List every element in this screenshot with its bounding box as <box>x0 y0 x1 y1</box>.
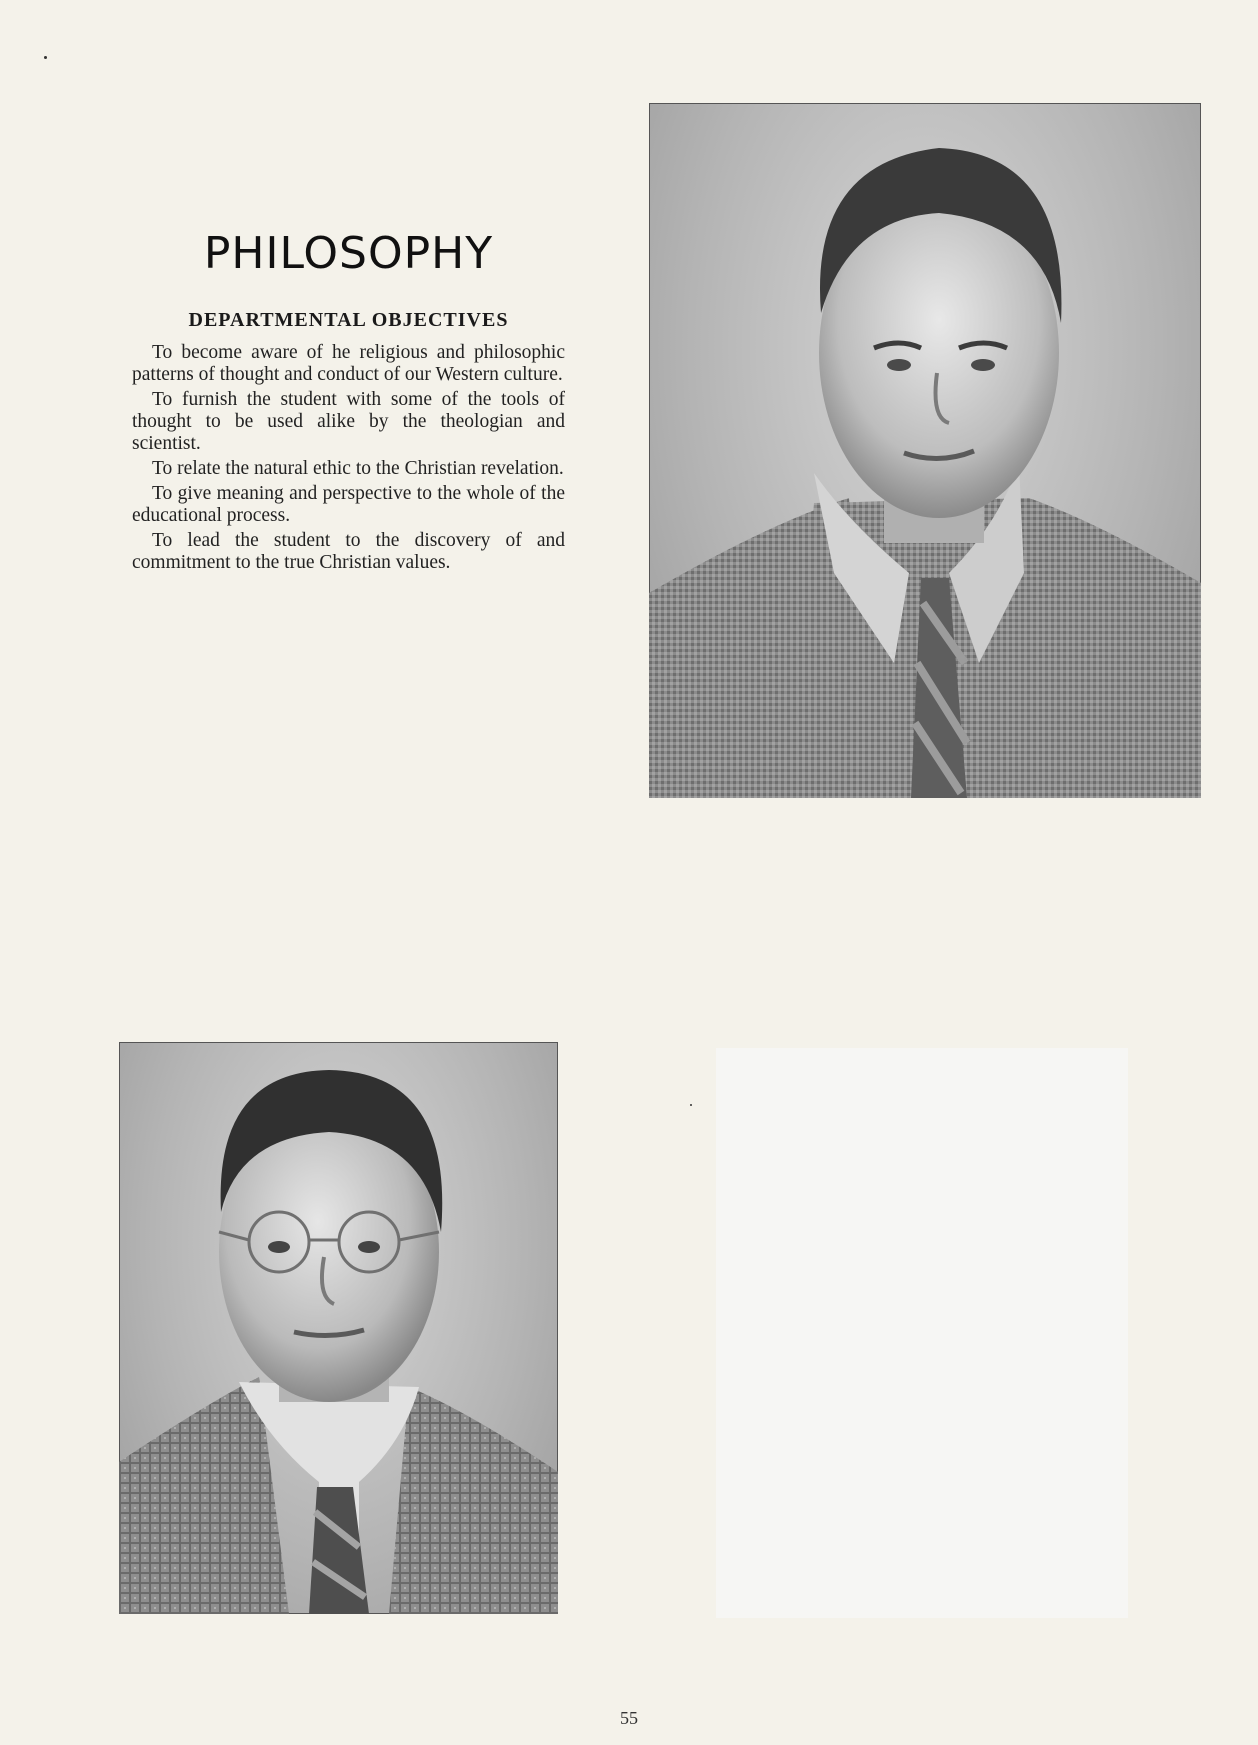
section-subheading: DEPARTMENTAL OBJECTIVES <box>188 309 509 331</box>
paper-speck <box>44 56 47 59</box>
objective-paragraph: To lead the student to the discovery of and commitment to the true Christian values. <box>132 530 565 573</box>
blank-photo-area <box>716 1048 1128 1618</box>
objective-paragraph: To relate the natural ethic to the Christian revelation. <box>152 458 564 479</box>
objectives-section <box>132 228 565 577</box>
paper-speck <box>690 1104 692 1106</box>
objective-paragraph: To give meaning and perspective to the whole of the educational process. <box>132 483 565 526</box>
page-title: PHILOSOPHY <box>203 228 494 279</box>
portrait-illustration <box>119 1042 558 1614</box>
page-number: 55 <box>620 1708 638 1728</box>
objective-paragraph: To become aware of he religious and philosophic patterns of thought and conduct of our Western culture. <box>132 342 565 385</box>
faculty-portrait-photo <box>119 1042 558 1614</box>
faculty-portrait-photo <box>649 103 1201 798</box>
portrait-illustration <box>649 103 1201 798</box>
objective-paragraph: To furnish the student with some of the tools of thought to be used alike by the theologian and scientist. <box>132 389 565 454</box>
